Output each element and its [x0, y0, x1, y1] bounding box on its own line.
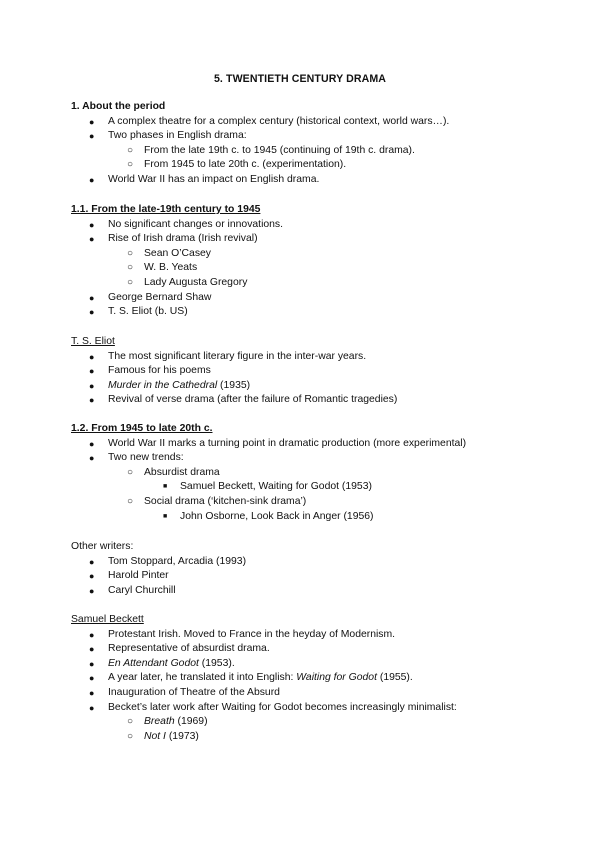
circle-bullet-icon: ○ [127, 495, 134, 507]
bullet-icon: ● [89, 219, 95, 230]
bullet-icon: ● [89, 234, 95, 245]
circle-bullet-icon: ○ [127, 262, 134, 274]
list-item: ○ Social drama (‘kitchen-sink drama’) [71, 495, 571, 510]
bullet-icon: ● [89, 351, 95, 362]
circle-bullet-icon: ○ [127, 730, 134, 742]
list-item: ○ From 1945 to late 20th c. (experimentation). [71, 158, 571, 173]
bullet-icon: ● [89, 453, 95, 464]
circle-bullet-icon: ○ [127, 716, 134, 728]
list-item: ● George Bernard Shaw [71, 291, 571, 306]
section-ts-eliot [71, 335, 571, 408]
list-item: ■ Samuel Beckett, Waiting for Godot (1953) [71, 480, 571, 495]
bullet-icon: ● [89, 571, 95, 582]
list-item: ● Revival of verse drama (after the failure of Romantic tragedies) [71, 393, 571, 408]
bullet-icon: ● [89, 380, 95, 391]
list-item: ● Famous for his poems [71, 364, 571, 379]
circle-bullet-icon: ○ [127, 276, 134, 288]
list-item: ■ John Osborne, Look Back in Anger (1956) [71, 510, 571, 525]
list-item: ● T. S. Eliot (b. US) [71, 305, 571, 320]
section-late-19th-to-1945 [71, 203, 571, 320]
work-title: Breath [144, 716, 175, 728]
bullet-icon: ● [89, 702, 95, 713]
section-heading: 1. About the period [71, 101, 166, 112]
list-item: ○ W. B. Yeats [71, 261, 571, 276]
list-item: ● Inauguration of Theatre of the Absurd [71, 686, 571, 701]
circle-bullet-icon: ○ [127, 247, 134, 259]
list-item: ● A year later, he translated it into English: Waiting for Godot (1955). [71, 671, 571, 686]
list-item: ● Protestant Irish. Moved to France in the heyday of Modernism. [71, 628, 571, 643]
work-title: Waiting for Godot [296, 672, 377, 684]
square-bullet-icon: ■ [163, 483, 168, 491]
section-about-period [71, 100, 571, 188]
list-item: ● World War II has an impact on English drama. [71, 173, 571, 188]
subsection-heading: T. S. Eliot [71, 336, 115, 347]
subsection-heading: Other writers: [71, 541, 134, 552]
list-item: ○ From the late 19th c. to 1945 (continuing of 19th c. drama). [71, 144, 571, 159]
bullet-icon: ● [89, 131, 95, 142]
list-item: ○ Breath (1969) [71, 715, 571, 730]
list-item: ● A complex theatre for a complex century (historical context, world wars…). [71, 115, 571, 130]
section-1945-to-late-20th [71, 422, 571, 524]
list-item: ● Rise of Irish drama (Irish revival) [71, 232, 571, 247]
section-heading: 1.2. From 1945 to late 20th c. [71, 423, 213, 434]
work-title: Murder in the Cathedral [108, 379, 218, 391]
circle-bullet-icon: ○ [127, 159, 134, 171]
list-item: ● Murder in the Cathedral (1935) [71, 379, 571, 394]
square-bullet-icon: ■ [163, 512, 168, 520]
list-item: ● Becket’s later work after Waiting for Godot becomes increasingly minimalist: [71, 701, 571, 716]
page-title: 5. TWENTIETH CENTURY DRAMA [213, 73, 387, 85]
list-item: ● World War II marks a turning point in dramatic production (more experimental) [71, 437, 571, 452]
bullet-icon: ● [89, 556, 95, 567]
bullet-icon: ● [89, 585, 95, 596]
circle-bullet-icon: ○ [127, 144, 134, 156]
list-item: ○ Lady Augusta Gregory [71, 276, 571, 291]
bullet-icon: ● [89, 644, 95, 655]
bullet-icon: ● [89, 116, 95, 127]
list-item: ● Tom Stoppard, Arcadia (1993) [71, 555, 571, 570]
bullet-icon: ● [89, 658, 95, 669]
list-item: ● En Attendant Godot (1953). [71, 657, 571, 672]
list-item: ● Two phases in English drama: [71, 129, 571, 144]
bullet-icon: ● [89, 366, 95, 377]
bullet-icon: ● [89, 292, 95, 303]
bullet-icon: ● [89, 629, 95, 640]
list-item: ● Representative of absurdist drama. [71, 642, 571, 657]
section-other-writers [71, 540, 571, 598]
list-item: ● Harold Pinter [71, 569, 571, 584]
list-item: ○ Not I (1973) [71, 730, 571, 745]
work-title: En Attendant Godot [108, 657, 199, 669]
list-item: ○ Sean O’Casey [71, 247, 571, 262]
subsection-heading: Samuel Beckett [71, 614, 144, 625]
section-samuel-beckett [71, 613, 571, 744]
circle-bullet-icon: ○ [127, 466, 134, 478]
work-title: Not I [144, 730, 166, 742]
bullet-icon: ● [89, 174, 95, 185]
bullet-icon: ● [89, 673, 95, 684]
list-item: ○ Absurdist drama [71, 466, 571, 481]
list-item: ● Caryl Churchill [71, 584, 571, 599]
bullet-icon: ● [89, 438, 95, 449]
list-item: ● The most significant literary figure in the inter-war years. [71, 350, 571, 365]
bullet-icon: ● [89, 307, 95, 318]
bullet-icon: ● [89, 687, 95, 698]
list-item: ● No significant changes or innovations. [71, 218, 571, 233]
bullet-icon: ● [89, 395, 95, 406]
section-heading: 1.1. From the late-19th century to 1945 [71, 204, 261, 215]
list-item: ● Two new trends: [71, 451, 571, 466]
